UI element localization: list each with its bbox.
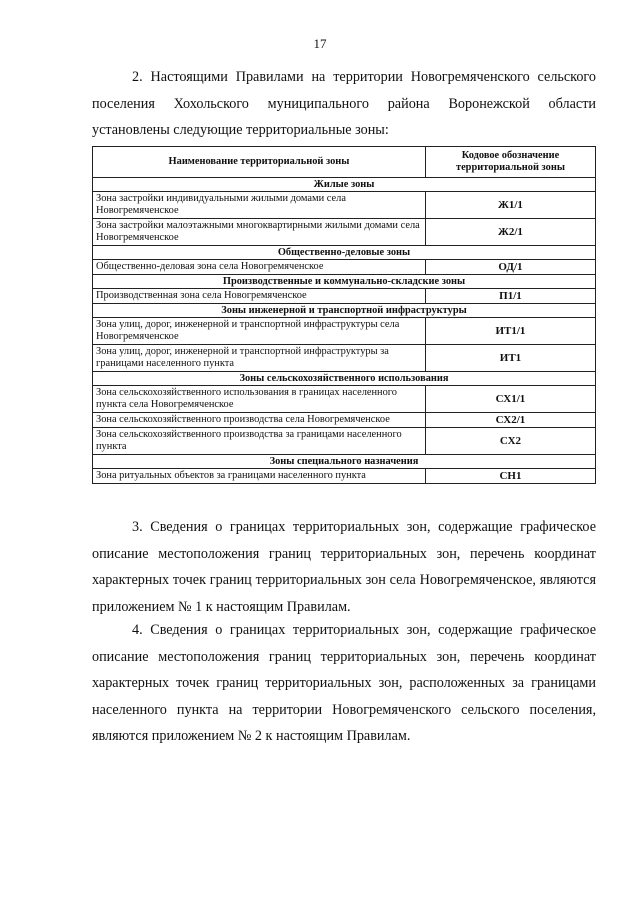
paragraph-2: 2. Настоящими Правилами на территории Новогремяченского сельского поселения Хохольского муниципального района Воронежской области установлены следующие территориальные зоны:	[92, 69, 596, 138]
group-row	[93, 178, 596, 192]
zone-name-cell: Производственная зона села Новогремяченское	[93, 289, 426, 304]
territorial-zones-table	[92, 146, 596, 484]
group-title: Жилые зоны	[93, 178, 596, 192]
zone-name-cell: Зона сельскохозяйственного производства за границами населенного пункта	[93, 428, 426, 455]
paragraph-3: 3. Сведения о границах территориальных зон, содержащие графическое описание местоположения границ территориальных зон, перечень координат характерных точек границ территориальных зон села Новогремяченское, являются приложением № 1 к настоящим Правилам.	[92, 519, 596, 615]
group-title: Зоны инженерной и транспортной инфраструктуры	[93, 304, 596, 318]
table-row	[93, 260, 596, 275]
zone-code-cell: СХ2	[425, 428, 595, 455]
group-title: Зоны специального назначения	[93, 455, 596, 469]
table-row	[93, 192, 596, 219]
zone-code-cell: ОД/1	[425, 260, 595, 275]
group-row	[93, 372, 596, 386]
zone-name-cell: Зона сельскохозяйственного производства села Новогремяченское	[93, 413, 426, 428]
zone-code-cell: СН1	[425, 469, 595, 484]
table-row	[93, 413, 596, 428]
table-row	[93, 469, 596, 484]
group-title: Зоны сельскохозяйственного использования	[93, 372, 596, 386]
zone-code-cell: Ж2/1	[425, 219, 595, 246]
group-title: Производственные и коммунально-складские зоны	[93, 275, 596, 289]
zone-code-cell: ИТ1/1	[425, 318, 595, 345]
zone-code-cell: СХ1/1	[425, 386, 595, 413]
zone-code-cell: СХ2/1	[425, 413, 595, 428]
zone-name-cell: Зона улиц, дорог, инженерной и транспортной инфраструктуры за границами населенного пункта	[93, 345, 426, 372]
zone-code-cell: ИТ1	[425, 345, 595, 372]
group-title: Общественно-деловые зоны	[93, 246, 596, 260]
zone-name-cell: Зона застройки малоэтажными многоквартирными жилыми домами села Новогремяченское	[93, 219, 426, 246]
table-row	[93, 289, 596, 304]
zone-code-cell: Ж1/1	[425, 192, 595, 219]
group-row	[93, 455, 596, 469]
table-row	[93, 428, 596, 455]
zone-name-cell: Общественно-деловая зона села Новогремяченское	[93, 260, 426, 275]
table-row	[93, 386, 596, 413]
table-header-row	[93, 147, 596, 178]
zone-name-cell: Зона ритуальных объектов за границами населенного пункта	[93, 469, 426, 484]
table-row	[93, 219, 596, 246]
zone-name-cell: Зона улиц, дорог, инженерной и транспортной инфраструктуры села Новогремяченское	[93, 318, 426, 345]
table-row	[93, 318, 596, 345]
group-row	[93, 275, 596, 289]
header-zone-code: Кодовое обозначение территориальной зоны	[425, 147, 595, 178]
table-body	[93, 178, 596, 484]
zone-name-cell: Зона сельскохозяйственного использования в границах населенного пункта села Новогремяченское	[93, 386, 426, 413]
paragraph-4: 4. Сведения о границах территориальных зон, содержащие графическое описание местоположения границ территориальных зон, перечень координат характерных точек границ территориальных зон, расположенных за границами населенного пункта на территории Новогремяченского сельского поселения, являются приложением № 2 к настоящим Правилам.	[92, 622, 596, 744]
header-zone-name: Наименование территориальной зоны	[93, 147, 426, 178]
group-row	[93, 246, 596, 260]
table-row	[93, 345, 596, 372]
group-row	[93, 304, 596, 318]
zone-name-cell: Зона застройки индивидуальными жилыми домами села Новогремяченское	[93, 192, 426, 219]
page-number: 17	[313, 36, 327, 51]
zone-code-cell: П1/1	[425, 289, 595, 304]
